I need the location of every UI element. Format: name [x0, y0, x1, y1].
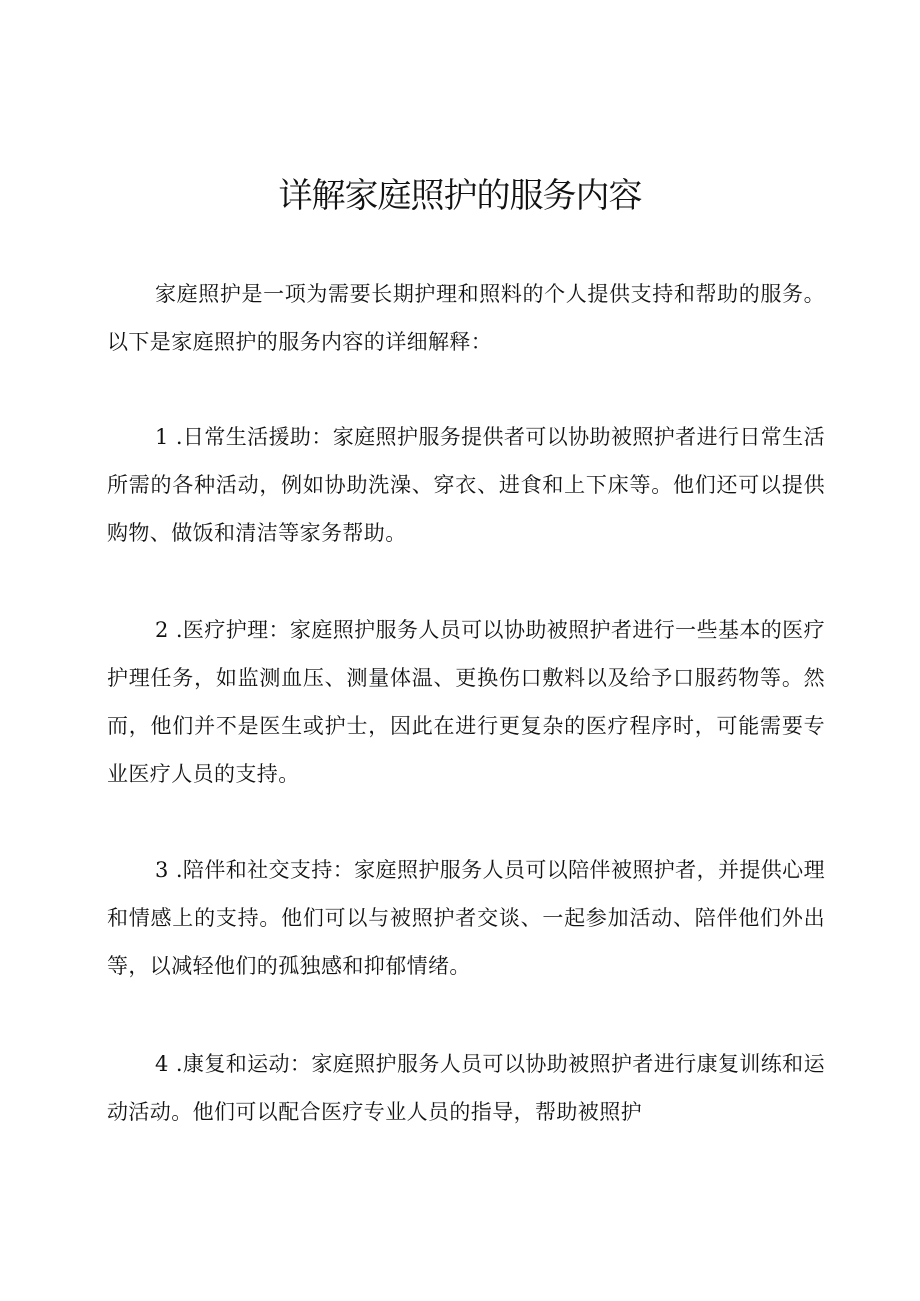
- document-title: 详解家庭照护的服务内容: [278, 176, 642, 216]
- paragraph-daily-living-assistance: 1 .日常生活援助：家庭照护服务提供者可以协助被照护者进行日常生活所需的各种活动，例如协助洗澡、穿衣、进食和上下床等。他们还可以提供购物、做饭和清洁等家务帮助。: [107, 425, 825, 545]
- intro-paragraph: 家庭照护是一项为需要长期护理和照料的个人提供支持和帮助的服务。以下是家庭照护的服务内容的详细解释：: [107, 282, 825, 354]
- paragraph-medical-care: 2 .医疗护理：家庭照护服务人员可以协助被照护者进行一些基本的医疗护理任务，如监测血压、测量体温、更换伤口敷料以及给予口服药物等。然而，他们并不是医生或护士，因此在进行更复杂的医疗程序时，可能需要专业医疗人员的支持。: [107, 618, 825, 786]
- paragraph-companionship-social-support: 3 .陪伴和社交支持：家庭照护服务人员可以陪伴被照护者，并提供心理和情感上的支持。他们可以与被照护者交谈、一起参加活动、陪伴他们外出等，以减轻他们的孤独感和抑郁情绪。: [107, 858, 825, 978]
- paragraph-rehabilitation-exercise: 4 .康复和运动：家庭照护服务人员可以协助被照护者进行康复训练和运动活动。他们可以配合医疗专业人员的指导，帮助被照护: [107, 1052, 825, 1124]
